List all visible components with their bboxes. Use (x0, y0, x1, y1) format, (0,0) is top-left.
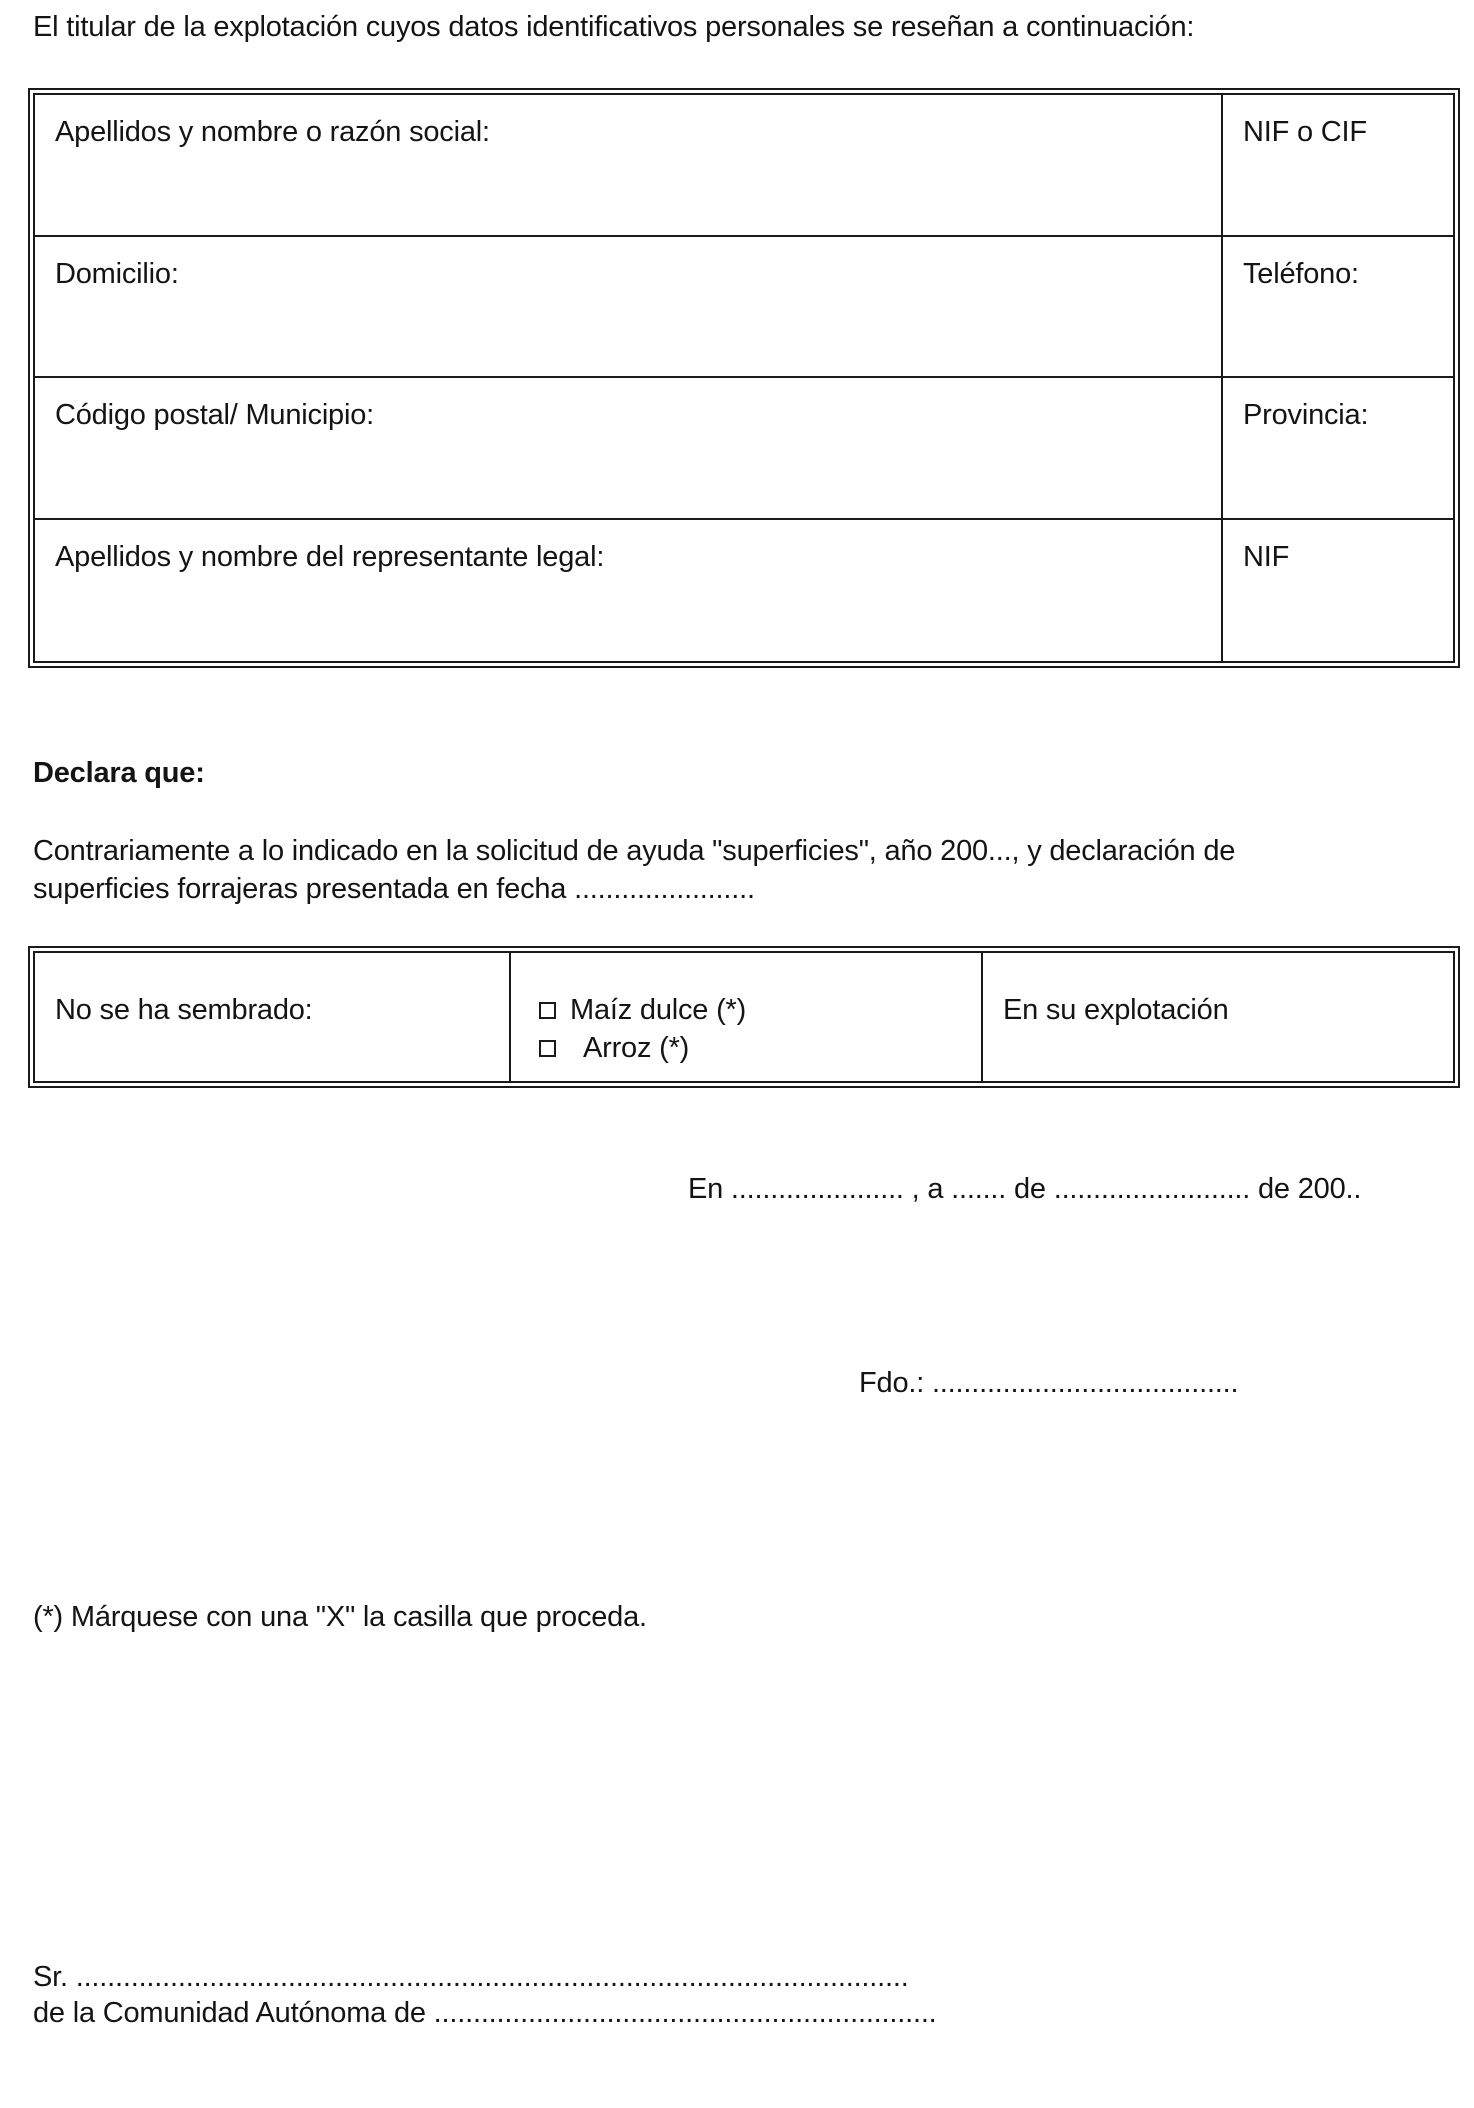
nif-cif-field[interactable] (1223, 95, 1453, 237)
postal-municipio-label: Código postal/ Municipio: (55, 399, 375, 431)
not-sown-cell (35, 953, 511, 1081)
maiz-dulce-label: Maíz dulce (*) (570, 994, 747, 1026)
representante-nif-field[interactable] (1223, 520, 1453, 662)
representante-label: Apellidos y nombre del representante legal: (55, 540, 605, 573)
telefono-field[interactable] (1223, 237, 1453, 379)
representante-field[interactable] (35, 520, 1223, 662)
en-su-explotacion-cell (983, 953, 1453, 1081)
domicilio-field[interactable] (35, 237, 1223, 379)
footnote: (*) Márquese con una "X" la casilla que proceda. (33, 1601, 647, 1633)
titular-data-table (28, 88, 1460, 668)
name-field[interactable] (35, 95, 1223, 237)
arroz-label: Arroz (*) (583, 1032, 690, 1064)
name-label: Apellidos y nombre o razón social: (55, 116, 490, 148)
provincia-label: Provincia: (1243, 399, 1369, 431)
declaration-line-1: Contrariamente a lo indicado en la solicitud de ayuda "superficies", año 200..., y declaración de (33, 835, 1236, 867)
signature-line[interactable]: Fdo.: ....................................... (859, 1367, 1239, 1399)
address-line-1[interactable]: Sr. .......................................................................................................... (33, 1961, 909, 1993)
address-line-2[interactable]: de la Comunidad Autónoma de ................................................................ (33, 1997, 937, 2029)
crop-options-cell (511, 953, 983, 1081)
maiz-dulce-checkbox[interactable] (539, 1002, 556, 1019)
maiz-dulce-option[interactable] (539, 991, 746, 1029)
crop-table (28, 946, 1460, 1088)
declara-heading: Declara que: (33, 757, 205, 789)
date-line[interactable]: En ...................... , a ....... de ......................... de 200.. (688, 1173, 1362, 1205)
arroz-checkbox[interactable] (539, 1040, 556, 1057)
telefono-label: Teléfono: (1243, 257, 1359, 290)
representante-nif-label: NIF (1243, 540, 1290, 573)
not-sown-label: No se ha sembrado: (55, 994, 313, 1026)
en-su-explotacion-label: En su explotación (1003, 994, 1229, 1026)
postal-municipio-field[interactable] (35, 378, 1223, 520)
arroz-option[interactable] (539, 1029, 689, 1067)
provincia-field[interactable] (1223, 378, 1453, 520)
domicilio-label: Domicilio: (55, 257, 179, 290)
declaration-line-2: superficies forrajeras presentada en fecha ....................... (33, 873, 755, 905)
intro-text: El titular de la explotación cuyos datos identificativos personales se reseñan a continuación: (33, 11, 1195, 43)
nif-cif-label: NIF o CIF (1243, 116, 1367, 148)
